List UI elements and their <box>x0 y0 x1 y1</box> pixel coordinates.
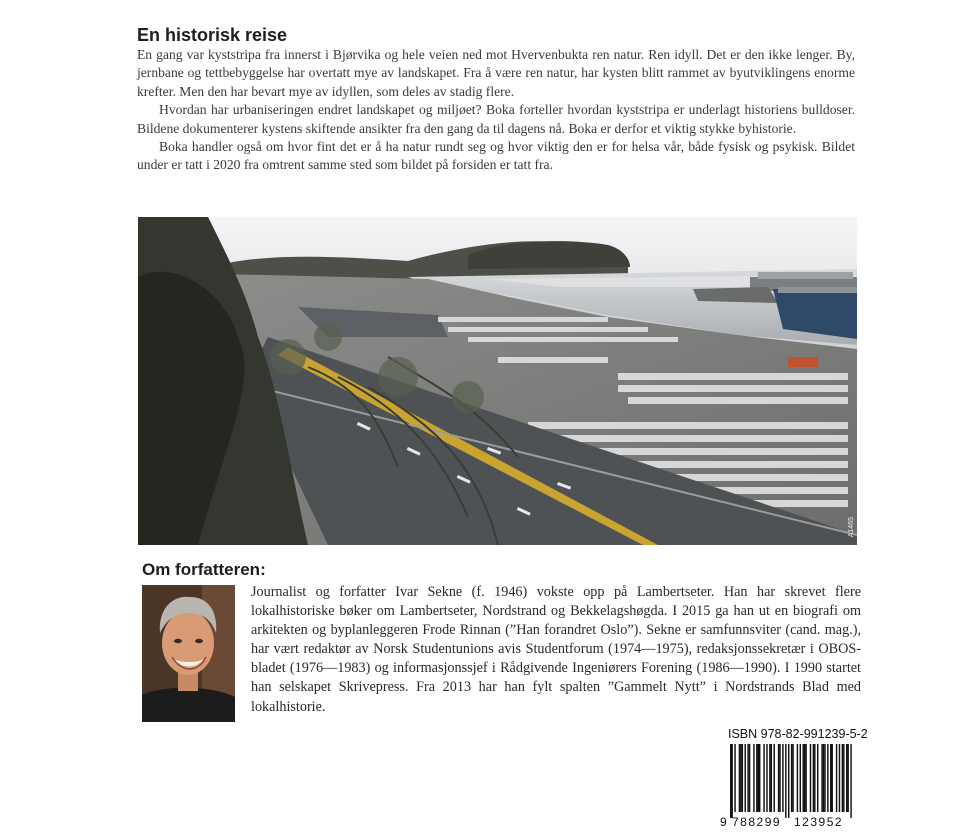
barcode-bar <box>827 744 828 812</box>
barcode-bar <box>850 744 851 818</box>
barcode-bar <box>846 744 847 812</box>
barcode-bar <box>782 744 783 812</box>
harbour-photo-illustration <box>138 217 857 545</box>
barcode-bar <box>779 744 780 812</box>
barcode-bar <box>842 744 843 812</box>
author-portrait-illustration <box>142 585 235 722</box>
barcode-bar <box>749 744 750 812</box>
barcode-bar <box>774 744 775 812</box>
intro-paragraph-1: En gang var kyststripa fra innerst i Bjørvika og hele veien ned mot Hvervenbukta ren natur. Ren idyll. Det er den ikke lenger. By, jernbane og tettbebyggelse har overtatt mye av landskapet. Fra å være ren natur, har kysten blitt rammet av byutviklingens enorme krefter. Men den har bevart mye av idyllen, som deles av stadig flere. <box>137 47 855 99</box>
barcode-bar <box>832 744 833 812</box>
barcode-bar <box>747 744 748 812</box>
barcode-digit-first: 9 <box>720 815 727 828</box>
barcode-digits-right: 123952 <box>794 815 844 828</box>
barcode-bar <box>771 744 772 812</box>
barcode-bar <box>792 744 793 812</box>
barcode-bar <box>769 744 770 812</box>
barcode-bar <box>824 744 825 812</box>
barcode-bar <box>803 744 804 812</box>
barcode-bar <box>778 744 779 812</box>
barcode-bar <box>836 744 837 812</box>
barcode-bar <box>734 744 735 812</box>
barcode-bar <box>810 744 811 812</box>
barcode-bar <box>756 744 757 812</box>
intro-paragraph-3: Boka handler også om hvor fint det er å ha natur rundt seg og hvor viktig den er for helsa vår, både fysisk og psykisk. Bildet under er tatt i 2020 fra omtrent samme sted som bildet på forsiden er tatt fra. <box>137 139 855 173</box>
barcode-bar <box>814 744 815 812</box>
intro-paragraph-2: Hvordan har urbaniseringen endret landskapet og miljøet? Boka forteller hvordan kyststripa er underlagt historiens bulldoser. Bildene dokumenterer kystens skiftende ansikter fra den gang da til dagens nå. Boka er derfor et viktig stykke byhistorie. <box>137 102 855 136</box>
section-title: En historisk reise <box>137 25 288 45</box>
barcode-bar <box>753 744 754 812</box>
author-bio-text: Journalist og forfatter Ivar Sekne (f. 1946) vokste opp på Lambertseter. Han har skrevet flere lokalhistoriske bøker om Lambertseter, Nordstrand og Bekkelagshøgda. I 2015 ga han ut en biografi om arkitekten og byplanleggeren Frode Rinnan (”Han forandret Oslo”). Sekne er samfunnsviter (cand. mag.), har vært redaktør av Norsk Studentunions avis Studentforum (1974—1975), redaksjonssekretær i OBOS-bladet (1976—1983) og informasjonssjef i Rådgivende Ingeniørers Forening (1986—1990). I 1990 startet han selskapet Skrivepress. Fra 2013 har han fylt spalten ”Gammelt Nytt” i Nordstrands Blad med lokalhistorie. <box>251 584 861 715</box>
barcode-bar <box>758 744 759 812</box>
barcode-bar <box>847 744 848 812</box>
author-portrait <box>142 585 235 722</box>
barcode-bar <box>805 744 806 812</box>
barcode-bar <box>740 744 741 812</box>
barcode-bar <box>813 744 814 812</box>
barcode-bar <box>745 744 746 812</box>
barcode-bar <box>763 744 764 812</box>
barcode-bar <box>839 744 840 812</box>
harbour-photo <box>138 217 857 545</box>
barcode-bar <box>843 744 844 812</box>
author-bio <box>251 583 861 717</box>
isbn-label: ISBN 978-82-991239-5-2 <box>728 727 868 741</box>
photo-code: A1465 <box>848 516 855 537</box>
barcode-bar <box>800 744 801 812</box>
barcode-bar <box>730 744 731 818</box>
barcode-bar <box>804 744 805 812</box>
barcode-bar <box>785 744 786 818</box>
barcode-bar <box>797 744 798 812</box>
intro-text <box>137 46 855 175</box>
author-title: Om forfatteren: <box>142 560 266 579</box>
barcode-bar <box>759 744 760 812</box>
barcode-bar <box>739 744 740 812</box>
barcode-digits-left: 788299 <box>732 815 782 828</box>
barcode-bar <box>791 744 792 812</box>
barcode-bar <box>821 744 822 812</box>
barcode-bar <box>731 744 732 818</box>
barcode-bar <box>742 744 743 812</box>
barcode-bar <box>788 744 789 818</box>
barcode-bar <box>830 744 831 812</box>
barcode-bar <box>823 744 824 812</box>
barcode-bar <box>817 744 818 812</box>
barcode-bar <box>766 744 767 812</box>
barcode <box>718 744 858 828</box>
